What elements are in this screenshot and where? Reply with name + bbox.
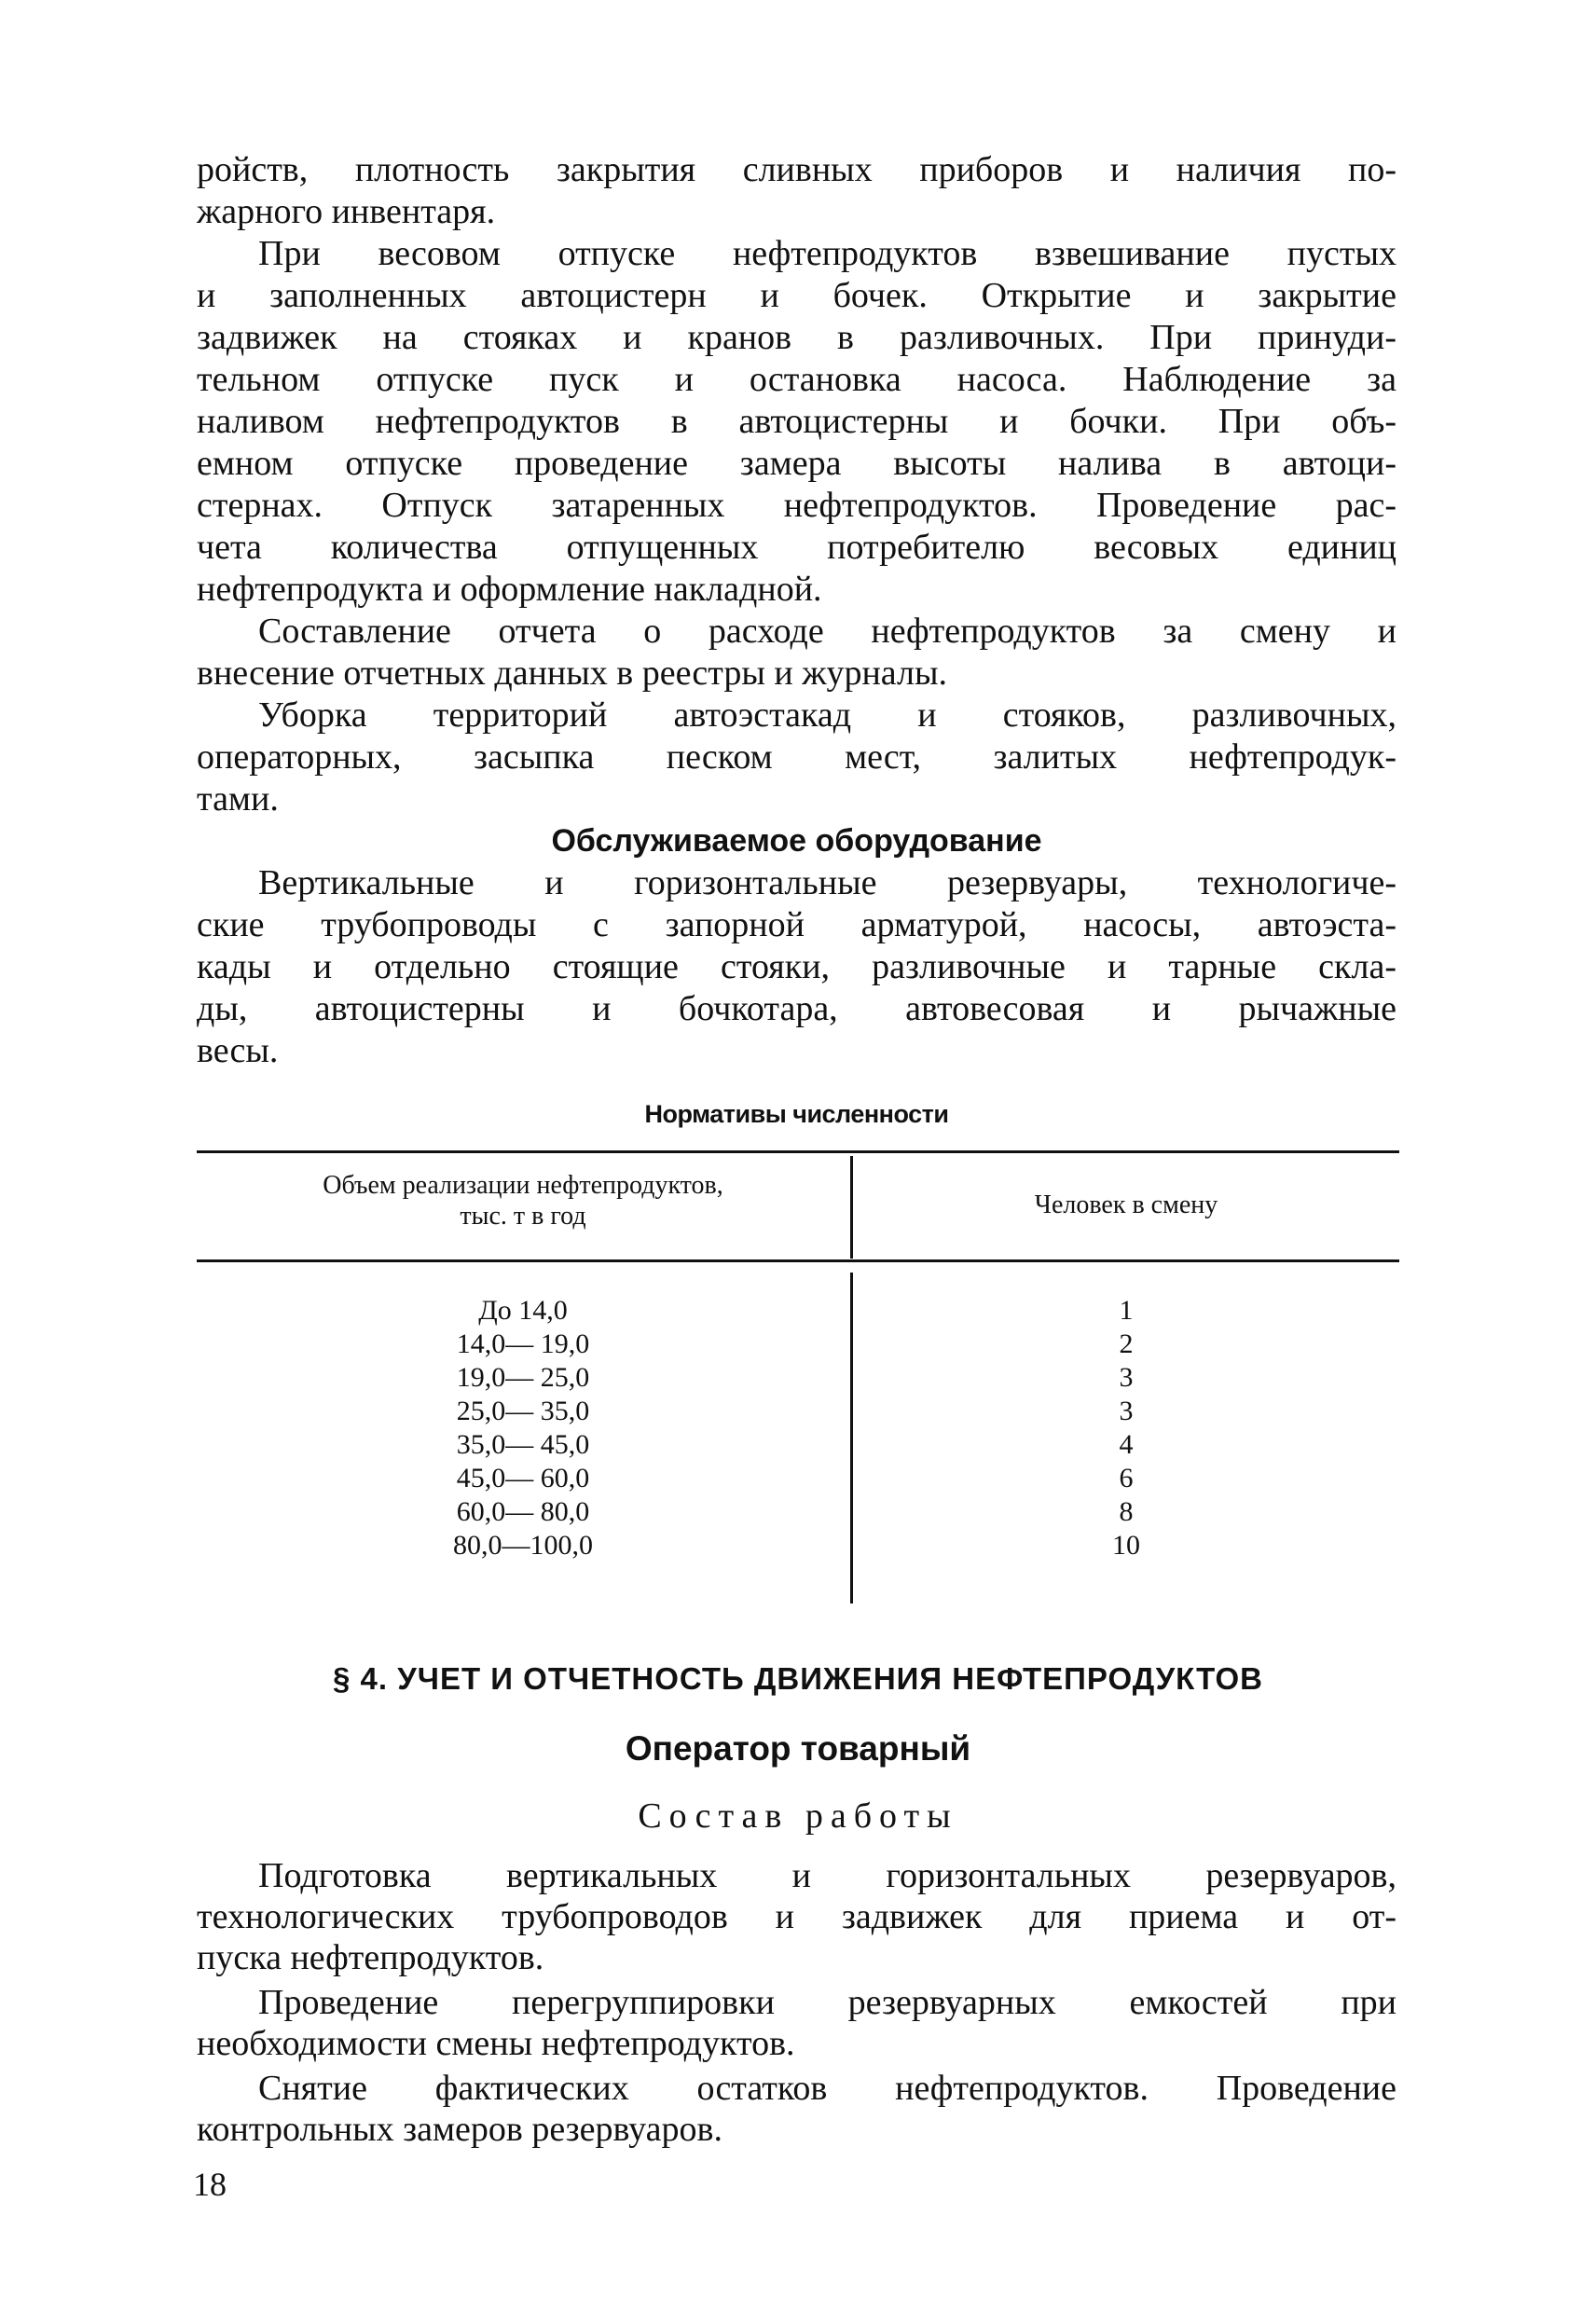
work-composition-title: Состав работы: [638, 1796, 958, 1836]
text-line: жарного инвентаря.: [197, 192, 496, 231]
text-line: Подготовка вертикальных и горизонтальных резервуаров,: [258, 1856, 1396, 1895]
people-cell: 2: [1119, 1328, 1134, 1359]
paragraph: [197, 2068, 1396, 2150]
text-line: пуска нефтепродуктов.: [197, 1938, 544, 1977]
table-title: Нормативы численности: [644, 1100, 949, 1128]
paragraph: [197, 1855, 1396, 1978]
section-title: § 4. УЧЕТ И ОТЧЕТНОСТЬ ДВИЖЕНИЯ НЕФТЕПРОДУКТОВ: [333, 1661, 1263, 1696]
text-line: нефтепродукта и оформление накладной.: [197, 570, 822, 609]
table-top-rule: [197, 1150, 1399, 1153]
volume-cell: 60,0— 80,0: [456, 1496, 590, 1527]
people-cell: 10: [1112, 1530, 1140, 1561]
people-cell: 4: [1119, 1429, 1134, 1460]
table-header-volume: [197, 1170, 849, 1232]
text-line: Составление отчета о расходе нефтепродуктов за смену и: [258, 612, 1396, 651]
paragraph: [197, 611, 1396, 695]
text-line: кады и отдельно стоящие стояки, разливочные и тарные скла-: [197, 947, 1396, 986]
text-line: Снятие фактических остатков нефтепродуктов. Проведение: [258, 2069, 1396, 2108]
people-cell: 8: [1119, 1496, 1134, 1527]
text-line: тами.: [197, 779, 279, 819]
profession-title: Оператор товарный: [625, 1729, 971, 1768]
people-cell: 1: [1119, 1295, 1134, 1326]
text-line: технологических трубопроводов и задвижек для приема и от-: [197, 1897, 1396, 1936]
text-line: чета количества отпущенных потребителю весовых единиц: [197, 528, 1396, 567]
body-text-top: [197, 149, 1396, 1072]
body-text-bottom: [197, 1855, 1396, 2154]
paragraph: [197, 862, 1396, 1072]
text-line: Уборка территорий автоэстакад и стояков, разливочных,: [258, 695, 1396, 735]
volume-cell: 14,0— 19,0: [456, 1328, 590, 1359]
text-line: контрольных замеров резервуаров.: [197, 2110, 722, 2149]
header-line-1: Объем реализации нефтепродуктов,: [323, 1171, 723, 1200]
header-line-2: тыс. т в год: [460, 1202, 586, 1231]
page-number: 18: [193, 2166, 227, 2203]
text-line: ды, автоцистерны и бочкотара, автовесовая и рычажные: [197, 989, 1396, 1028]
paragraph: [197, 695, 1396, 820]
paragraph: [197, 149, 1396, 233]
paragraph: [197, 1982, 1396, 2064]
text-line: весы.: [197, 1031, 279, 1070]
text-line: Проведение перегруппировки резервуарных емкостей при: [258, 1983, 1396, 2022]
text-line: необходимости смены нефтепродуктов.: [197, 2024, 795, 2063]
text-line: При весовом отпуске нефтепродуктов взвешивание пустых: [258, 234, 1396, 273]
volume-cell: 19,0— 25,0: [456, 1362, 590, 1393]
text-line: наливом нефтепродуктов в автоцистерны и бочки. При объ-: [197, 402, 1396, 441]
volume-cell: До 14,0: [478, 1295, 568, 1326]
volume-cell: 35,0— 45,0: [456, 1429, 590, 1460]
text-line: задвижек на стояках и кранов в разливочных. При принуди-: [197, 318, 1396, 357]
text-line: ские трубопроводы с запорной арматурой, насосы, автоэста-: [197, 905, 1396, 944]
table-column-volume: [197, 1294, 849, 1562]
volume-cell: 80,0—100,0: [453, 1530, 593, 1561]
table-header-rule: [197, 1259, 1399, 1262]
text-line: ройств, плотность закрытия сливных приборов и наличия по-: [197, 150, 1396, 189]
people-cell: 3: [1119, 1362, 1134, 1393]
people-cell: 6: [1119, 1463, 1134, 1493]
text-line: операторных, засыпка песком мест, залитых нефтепродук-: [197, 737, 1396, 777]
people-cell: 3: [1119, 1396, 1134, 1426]
text-line: и заполненных автоцистерн и бочек. Открытие и закрытие: [197, 276, 1396, 315]
text-line: емном отпуске проведение замера высоты налива в автоци-: [197, 444, 1396, 483]
text-line: Вертикальные и горизонтальные резервуары, технологиче-: [258, 863, 1396, 902]
text-line: тельном отпуске пуск и остановка насоса. Наблюдение за: [197, 360, 1396, 399]
volume-cell: 25,0— 35,0: [456, 1396, 590, 1426]
text-line: внесение отчетных данных в реестры и журналы.: [197, 654, 947, 693]
table-column-people: [853, 1294, 1399, 1562]
table-header-people: Человек в смену: [1034, 1190, 1218, 1219]
subsection-heading: Обслуживаемое оборудование: [551, 823, 1042, 859]
paragraph: [197, 233, 1396, 611]
text-line: стернах. Отпуск затаренных нефтепродуктов. Проведение рас-: [197, 486, 1396, 525]
volume-cell: 45,0— 60,0: [456, 1463, 590, 1493]
